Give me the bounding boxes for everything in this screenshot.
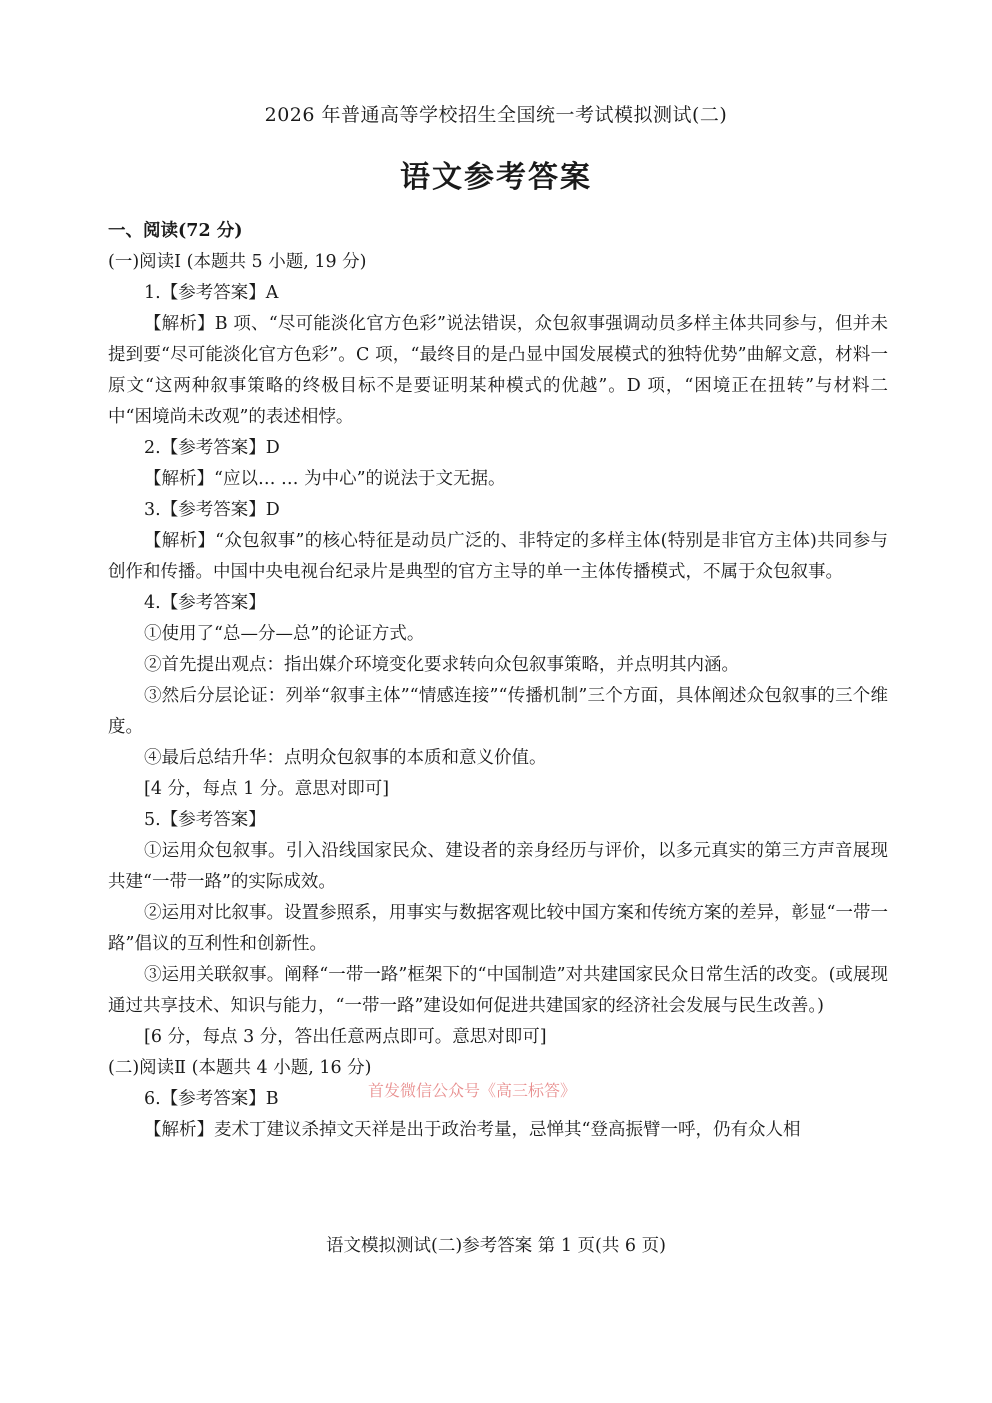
q4-score: [4 分，每点 1 分。意思对即可] — [144, 779, 390, 799]
q2-answer: 2.【参考答案】D — [144, 438, 280, 458]
part1-heading: (一)阅读Ⅰ (本题共 5 小题, 19 分) — [108, 252, 367, 272]
q5-point-1: ①运用众包叙事。引入沿线国家民众、建设者的亲身经历与评价，以多元真实的第三方声音展现共建“一带一路”的实际成效。 — [108, 841, 888, 892]
q2-analysis: 【解析】“应以… … 为中心”的说法于文无据。 — [144, 469, 506, 489]
section-heading: 一、阅读(72 分) — [108, 221, 243, 241]
q3-answer: 3.【参考答案】D — [144, 500, 280, 520]
q6-answer: 6.【参考答案】B — [144, 1089, 279, 1109]
q5-point-3: ③运用关联叙事。阐释“一带一路”框架下的“中国制造”对共建国家民众日常生活的改变。(或展现通过共享技术、知识与能力，“一带一路”建设如何促进共建国家的经济社会发展与民生改善。) — [108, 965, 888, 1016]
main-title: 语文参考答案 — [400, 160, 592, 195]
q4-point-3: ③然后分层论证：列举“叙事主体”“情感连接”“传播机制”三个方面，具体阐述众包叙事的三个维度。 — [108, 686, 888, 737]
answer-body — [108, 216, 888, 1146]
q3-analysis: 【解析】“众包叙事”的核心特征是动员广泛的、非特定的多样主体(特别是非官方主体)共同参与创作和传播。中国中央电视台纪录片是典型的官方主导的单一主体传播模式，不属于众包叙事。 — [108, 531, 888, 582]
q4-point-2: ②首先提出观点：指出媒介环境变化要求转向众包叙事策略，并点明其内涵。 — [144, 655, 739, 675]
q4-point-4: ④最后总结升华：点明众包叙事的本质和意义价值。 — [144, 748, 547, 768]
q4-point-1: ①使用了“总—分—总”的论证方式。 — [144, 624, 425, 644]
q5-answer: 5.【参考答案】 — [144, 810, 266, 830]
exam-title: 2026 年普通高等学校招生全国统一考试模拟测试(二) — [264, 104, 728, 126]
q6-analysis: 【解析】麦术丁建议杀掉文天祥是出于政治考量，忌惮其“登高振臂一呼，仍有众人相 — [144, 1120, 801, 1140]
watermark-text: 首发微信公众号《高三标答》 — [368, 1081, 577, 1100]
page-footer: 语文模拟测试(二)参考答案 第 1 页(共 6 页) — [326, 1236, 666, 1256]
q5-score: [6 分，每点 3 分，答出任意两点即可。意思对即可] — [144, 1027, 547, 1047]
q4-answer: 4.【参考答案】 — [144, 593, 266, 613]
q1-answer: 1.【参考答案】A — [144, 283, 279, 303]
q5-point-2: ②运用对比叙事。设置参照系，用事实与数据客观比较中国方案和传统方案的差异，彰显“一带一路”倡议的互利性和创新性。 — [108, 903, 888, 954]
part2-heading: (二)阅读Ⅱ (本题共 4 小题, 16 分) — [108, 1058, 372, 1078]
q1-analysis: 【解析】B 项、“尽可能淡化官方色彩”说法错误，众包叙事强调动员多样主体共同参与，但并未提到要“尽可能淡化官方色彩”。C 项，“最终目的是凸显中国发展模式的独特优势”曲解文意，材料一原文“这两种叙事策略的终极目标不是要证明某种模式的优越”。D 项，“困境正在扭转”与材料二中“困境尚未改观”的表述相悖。 — [108, 314, 888, 427]
